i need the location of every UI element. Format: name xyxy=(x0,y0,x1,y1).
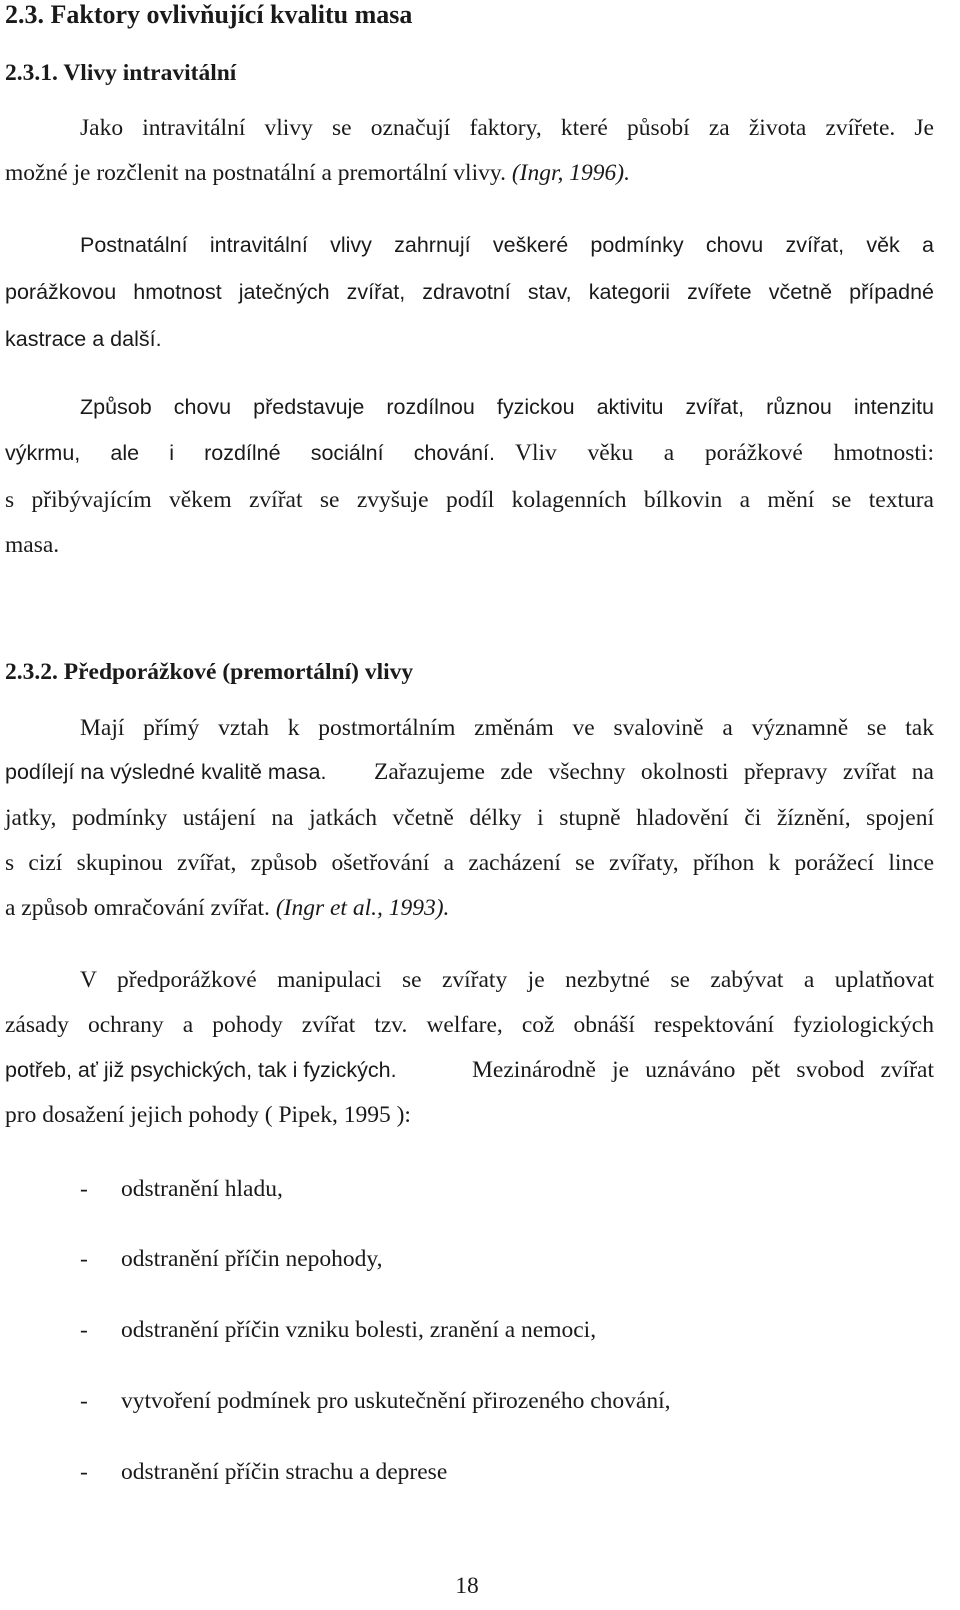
list-item: odstranění příčin vzniku bolesti, zranění a nemoci, xyxy=(121,1317,597,1343)
paragraph-line: porážkovou hmotnost jatečných zvířat, zdravotní stav, kategorii zvířete včetně případné xyxy=(5,280,934,304)
paragraph-line: a způsob omračování zvířat. (Ingr et al., 1993). xyxy=(5,895,450,921)
list-bullet: - xyxy=(80,1459,88,1485)
page-number: 18 xyxy=(455,1573,479,1599)
paragraph-line: jatky, podmínky ustájení na jatkách včetně délky i stupně hladovění či žíznění, spojení xyxy=(5,805,934,831)
citation: (Ingr et al., 1993). xyxy=(275,895,450,921)
list-bullet: - xyxy=(80,1246,88,1272)
paragraph-line: Jako intravitální vlivy se označují faktory, které působí za života zvířete. Je xyxy=(80,115,934,141)
list-bullet: - xyxy=(80,1176,88,1202)
list-bullet: - xyxy=(80,1388,88,1414)
list-item: odstranění příčin strachu a deprese xyxy=(121,1459,448,1485)
paragraph-line: Mají přímý vztah k postmortálním změnám ve svalovině a významně se tak xyxy=(80,715,934,741)
paragraph-line: Způsob chovu představuje rozdílnou fyzickou aktivitu zvířat, různou intenzitu xyxy=(80,395,934,419)
paragraph-line: výkrmu, ale i rozdílné sociální chování. Vliv věku a porážkové hmotnosti: xyxy=(5,440,934,466)
paragraph-line: pro dosažení jejich pohody ( Pipek, 1995 ): xyxy=(5,1102,411,1128)
list-item: odstranění příčin nepohody, xyxy=(121,1246,383,1272)
subsection-heading-intravital: 2.3.1. Vlivy intravitální xyxy=(5,60,237,86)
paragraph-line: V předporážkové manipulaci se zvířaty je nezbytné se zabývat a uplatňovat xyxy=(80,967,934,993)
paragraph-line: kastrace a další. xyxy=(5,327,162,351)
list-item: vytvoření podmínek pro uskutečnění přirozeného chování, xyxy=(121,1388,671,1414)
list-bullet: - xyxy=(80,1317,88,1343)
list-item: odstranění hladu, xyxy=(121,1176,283,1202)
citation: (Ingr, 1996). xyxy=(511,160,630,186)
section-heading: 2.3. Faktory ovlivňující kvalitu masa xyxy=(5,0,413,29)
paragraph-line: podílejí na výsledné kvalitě masa. Zařazujeme zde všechny okolnosti přepravy zvířat na xyxy=(5,759,934,785)
paragraph-line: s přibývajícím věkem zvířat se zvyšuje podíl kolagenních bílkovin a mění se textura xyxy=(5,487,934,513)
paragraph-line: masa. xyxy=(5,532,60,558)
paragraph-line: s cizí skupinou zvířat, způsob ošetřování a zacházení se zvířaty, příhon k porážecí lince xyxy=(5,850,934,876)
paragraph-line: potřeb, ať již psychických, tak i fyzických. Mezinárodně je uznáváno pět svobod zvířat xyxy=(5,1057,934,1083)
paragraph-line: Postnatální intravitální vlivy zahrnují veškeré podmínky chovu zvířat, věk a xyxy=(80,233,934,257)
paragraph-line: zásady ochrany a pohody zvířat tzv. welfare, což obnáší respektování fyziologických xyxy=(5,1012,934,1038)
paragraph-line: možné je rozčlenit na postnatální a premortální vlivy. (Ingr, 1996). xyxy=(5,160,630,186)
subsection-heading-premortal: 2.3.2. Předporážkové (premortální) vlivy xyxy=(5,659,414,685)
